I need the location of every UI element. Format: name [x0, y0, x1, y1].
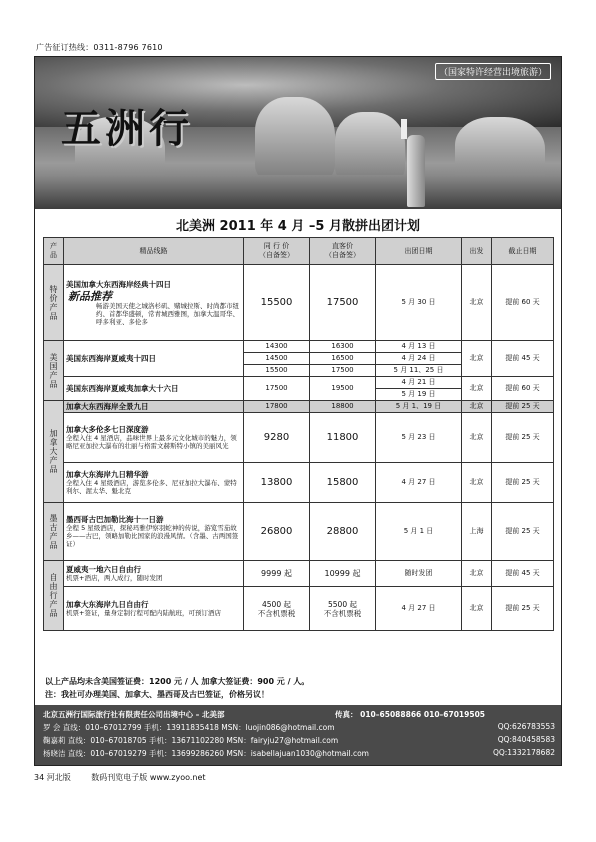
table-row	[44, 265, 554, 341]
route-name: 美国东西海岸夏威夷十四日	[64, 341, 244, 377]
peer-price: 14500	[244, 353, 310, 365]
table-row	[44, 463, 554, 503]
deadline: 提前 45 天	[492, 561, 554, 587]
departure-date: 4 月 13 日	[376, 341, 462, 353]
new-product-badge: 新品推荐	[68, 289, 112, 303]
table-row	[44, 561, 554, 587]
route-name: 加拿大东海岸九日自由行	[66, 600, 149, 609]
departure-date: 5 月 23 日	[376, 413, 462, 463]
category-special: 特 价 产 品	[44, 265, 64, 341]
tour-schedule-table	[43, 237, 554, 631]
category-mexico: 墨 古 产 品	[44, 503, 64, 561]
company-name: 北京五洲行国际旅行社有限责任公司出境中心 – 北美部	[43, 710, 225, 719]
contact-line: 罗 会 直线：010–67012799 手机：13911835418 MSN：luojin086@hotmail.com	[43, 723, 335, 732]
peer-price: 9280	[244, 413, 310, 463]
departure-city: 北京	[462, 401, 492, 413]
direct-price: 19500	[310, 377, 376, 401]
brand-logo: 五洲行	[61, 105, 193, 152]
header-direct-price: 直客价 （自备签）	[310, 238, 376, 265]
header-category: 产 品	[44, 238, 64, 265]
contact-line: 鞠嘉莉 直线：010–67018705 手机：13671102280 MSN：fairyju27@hotmail.com	[43, 736, 339, 745]
departure-date: 4 月 27 日	[376, 463, 462, 503]
departure-city: 北京	[462, 561, 492, 587]
page-title: 北美洲 2011 年 4 月 –5 月散拼出团计划	[176, 219, 420, 234]
site-link[interactable]: 数码刊览电子版 www.zyoo.net	[91, 773, 206, 782]
peer-price: 15500	[244, 265, 310, 341]
page-footer	[34, 772, 206, 783]
deadline: 提前 60 天	[492, 265, 554, 341]
peer-price: 4500 起 不含机票税	[244, 587, 310, 631]
route-desc: 机票+签证，量身定制行程可配内陆航班，可预订酒店	[66, 609, 221, 617]
route-desc: 全程 5 星级酒店，探秘玛雅伊察羽蛇神的传说，游览雪茄故乡——古巴，领略加勒比国家的浪漫风情。（含墨、古两国签证）	[66, 524, 239, 548]
direct-price: 10999 起	[310, 561, 376, 587]
visa-service-note: 注：我社可办理美国、加拿大、墨西哥及古巴签证，价格另议！	[45, 690, 269, 699]
direct-price: 17500	[310, 265, 376, 341]
departure-city: 北京	[462, 265, 492, 341]
departure-city: 北京	[462, 413, 492, 463]
direct-price: 5500 起 不含机票税	[310, 587, 376, 631]
route-name: 加拿大东海岸九日精华游	[66, 470, 149, 479]
departure-city: 北京	[462, 341, 492, 377]
departure-date: 4 月 24 日	[376, 353, 462, 365]
contact-panel	[35, 705, 561, 765]
deadline: 提前 25 天	[492, 587, 554, 631]
departure-city: 北京	[462, 587, 492, 631]
contact-qq: QQ:626783553	[497, 722, 555, 731]
deadline: 提前 45 天	[492, 341, 554, 377]
peer-price: 17500	[244, 377, 310, 401]
direct-price: 16300	[310, 341, 376, 353]
route-name: 加拿大多伦多七日深度游	[66, 425, 149, 434]
header-deadline: 截止日期	[492, 238, 554, 265]
departure-date: 4 月 27 日	[376, 587, 462, 631]
departure-date: 5 月 11、25 日	[376, 365, 462, 377]
category-us: 美 国 产 品	[44, 341, 64, 401]
peer-price: 15500	[244, 365, 310, 377]
contact-row	[43, 722, 555, 733]
statue-of-liberty-icon	[407, 135, 425, 207]
direct-price: 15800	[310, 463, 376, 503]
deadline: 提前 25 天	[492, 401, 554, 413]
table-row	[44, 401, 554, 413]
departure-city: 北京	[462, 463, 492, 503]
route-desc: 畅游美国天使之城洛杉矶、赌城拉斯、时尚都市纽约、首都华盛顿，常青城西雅图，加拿大温哥华、呼多利亚、多伦多	[96, 301, 239, 326]
departure-date: 5 月 1、19 日	[376, 401, 462, 413]
peer-price: 26800	[244, 503, 310, 561]
table-row	[44, 377, 554, 389]
peer-price: 14300	[244, 341, 310, 353]
departure-city: 北京	[462, 377, 492, 401]
route-name: 美国东西海岸夏威夷加拿大十六日	[64, 377, 244, 401]
page-frame	[34, 56, 562, 766]
deadline: 提前 25 天	[492, 413, 554, 463]
route-desc: 全程入住 4 星级酒店，游览多伦多、尼亚加拉大瀑布、蒙特利尔、渥太华、魁北克	[66, 479, 237, 495]
deadline: 提前 25 天	[492, 463, 554, 503]
peer-price: 9999 起	[244, 561, 310, 587]
deadline: 提前 25 天	[492, 503, 554, 561]
contact-qq: QQ:1332178682	[492, 748, 555, 757]
contact-row	[43, 735, 555, 746]
visa-fee-note: 以上产品均未含美国签证费：1200 元 / 人 加拿大签证费：900 元 / 人。	[45, 677, 310, 686]
direct-price: 17500	[310, 365, 376, 377]
table-row	[44, 341, 554, 353]
header-route: 精品线路	[64, 238, 244, 265]
direct-price: 18800	[310, 401, 376, 413]
header-departure-date: 出团日期	[376, 238, 462, 265]
table-header-row	[44, 238, 554, 265]
category-canada: 加 拿 大 产 品	[44, 401, 64, 503]
route-desc: 全程入住 4 星酒店，品味世界上最多元文化城市的魅力，领略尼亚加拉大瀑布的壮丽与格雷文赫斯特小镇的美丽风光	[66, 434, 237, 450]
route-name: 美国加拿大东西海岸经典十四日	[66, 279, 171, 289]
header-peer-price: 同 行 价 （自备签）	[244, 238, 310, 265]
table-row	[44, 503, 554, 561]
statue-torch-icon	[401, 119, 407, 139]
licence-badge: （国家特许经营出境旅游）	[435, 63, 551, 80]
departure-date: 5 月 19 日	[376, 389, 462, 401]
departure-date: 4 月 21 日	[376, 377, 462, 389]
category-free-travel: 自 由 行 产 品	[44, 561, 64, 631]
peer-price: 17800	[244, 401, 310, 413]
direct-price: 28800	[310, 503, 376, 561]
table-row	[44, 413, 554, 463]
ad-hotline: 广告征订热线：0311-8796 7610	[36, 43, 163, 52]
banner-image	[35, 57, 561, 209]
departure-city: 上海	[462, 503, 492, 561]
contact-qq: QQ:840458583	[497, 735, 555, 744]
departure-date: 5 月 30 日	[376, 265, 462, 341]
departure-date: 随时发团	[376, 561, 462, 587]
route-desc: 机票+酒店，两人成行，随时发团	[66, 574, 163, 582]
route-name: 夏威夷一地六日自由行	[66, 565, 141, 574]
route-name: 加拿大东西海岸全景九日	[64, 401, 244, 413]
direct-price: 11800	[310, 413, 376, 463]
route-name: 墨西哥古巴加勒比海十一日游	[66, 515, 164, 524]
direct-price: 16500	[310, 353, 376, 365]
peer-price: 13800	[244, 463, 310, 503]
table-row	[44, 587, 554, 631]
header-from: 出发	[462, 238, 492, 265]
contact-row	[43, 748, 555, 759]
contact-line: 杨晓洁 直线：010–67019279 手机：13699286260 MSN：isabellajuan1030@hotmail.com	[43, 749, 369, 758]
departure-date: 5 月 1 日	[376, 503, 462, 561]
page-number: 34 河北版	[34, 773, 71, 782]
deadline: 提前 60 天	[492, 377, 554, 401]
fax-numbers: 传真： 010–65088866 010–67019505	[335, 710, 486, 719]
